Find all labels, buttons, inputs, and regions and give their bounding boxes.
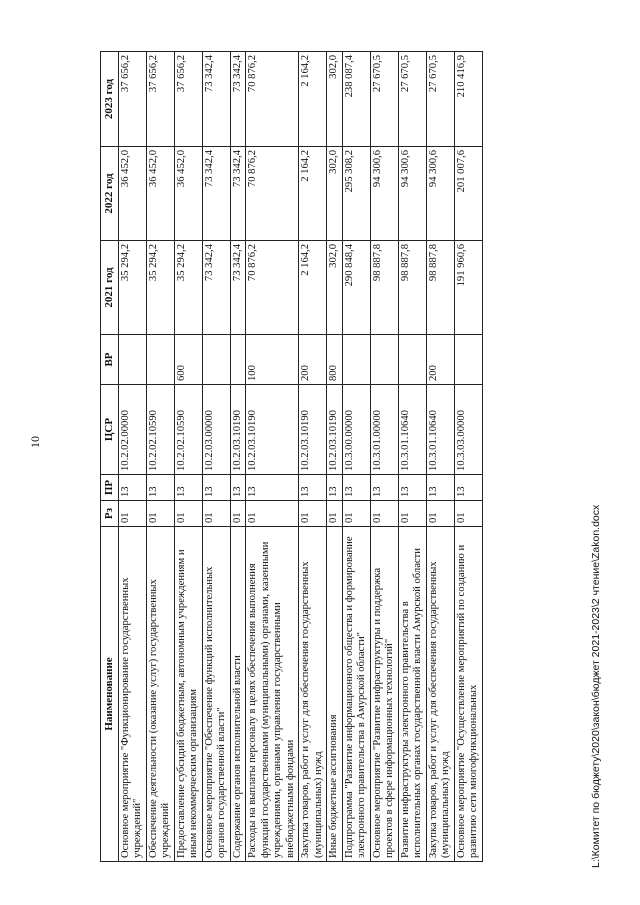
header-name: Наименование xyxy=(101,527,119,862)
cell-pr: 13 xyxy=(398,475,426,501)
cell-name: Закупка товаров, работ и услуг для обеспечения государственных (муниципальных) нужд xyxy=(426,527,454,862)
cell-pr: 13 xyxy=(174,475,202,501)
cell-pr: 13 xyxy=(118,475,146,501)
cell-2022: 73 342,4 xyxy=(202,147,230,241)
cell-name: Содержание органов исполнительной власти xyxy=(230,527,246,862)
cell-2022: 73 342,4 xyxy=(230,147,246,241)
cell-vr xyxy=(230,335,246,385)
cell-vr: 800 xyxy=(327,335,343,385)
cell-2021: 98 887,8 xyxy=(370,241,398,335)
cell-rz: 01 xyxy=(398,501,426,527)
cell-2021: 73 342,4 xyxy=(230,241,246,335)
cell-csr: 10.2.02.10590 xyxy=(174,385,202,475)
table-row xyxy=(370,52,398,862)
cell-rz: 01 xyxy=(342,501,370,527)
cell-rz: 01 xyxy=(370,501,398,527)
cell-2022: 201 007,6 xyxy=(454,147,482,241)
table-row xyxy=(327,52,343,862)
cell-rz: 01 xyxy=(230,501,246,527)
header-csr: ЦСР xyxy=(101,385,119,475)
page-number: 10 xyxy=(28,436,42,448)
cell-2022: 36 452,0 xyxy=(146,147,174,241)
cell-name: Подпрограмма "Развитие информационного общества и формирование электронного правительства в Амурской области" xyxy=(342,527,370,862)
cell-rz: 01 xyxy=(118,501,146,527)
table-row xyxy=(246,52,299,862)
cell-2023: 73 342,4 xyxy=(230,52,246,147)
cell-2021: 2 164,2 xyxy=(299,241,327,335)
rotated-page-content xyxy=(100,52,576,862)
cell-rz: 01 xyxy=(202,501,230,527)
cell-rz: 01 xyxy=(146,501,174,527)
cell-2023: 37 656,2 xyxy=(118,52,146,147)
cell-2023: 73 342,4 xyxy=(202,52,230,147)
cell-2022: 94 300,6 xyxy=(426,147,454,241)
cell-pr: 13 xyxy=(454,475,482,501)
table-row xyxy=(174,52,202,862)
budget-table xyxy=(100,51,483,862)
cell-2022: 36 452,0 xyxy=(174,147,202,241)
cell-name: Основное мероприятие "Функционирование государственных учреждений" xyxy=(118,527,146,862)
cell-pr: 13 xyxy=(370,475,398,501)
cell-name: Иные бюджетные ассигнования xyxy=(327,527,343,862)
table-row xyxy=(299,52,327,862)
table-row xyxy=(230,52,246,862)
cell-vr xyxy=(118,335,146,385)
cell-csr: 10.2.03.10190 xyxy=(327,385,343,475)
cell-name: Основное мероприятие "Развитие инфраструктуры и поддержка проектов в сфере информационных технологий" xyxy=(370,527,398,862)
cell-name: Основное мероприятие "Обеспечение функций исполнительных органов государственной власти" xyxy=(202,527,230,862)
cell-2023: 37 656,2 xyxy=(174,52,202,147)
cell-csr: 10.2.03.10190 xyxy=(246,385,299,475)
cell-2023: 2 164,2 xyxy=(299,52,327,147)
cell-2022: 2 164,2 xyxy=(299,147,327,241)
cell-2021: 98 887,8 xyxy=(398,241,426,335)
header-2021: 2021 год xyxy=(101,241,119,335)
cell-vr: 200 xyxy=(426,335,454,385)
table-row xyxy=(146,52,174,862)
cell-2021: 35 294,2 xyxy=(174,241,202,335)
cell-2023: 302,0 xyxy=(327,52,343,147)
cell-2023: 37 656,2 xyxy=(146,52,174,147)
cell-vr xyxy=(146,335,174,385)
cell-2022: 302,0 xyxy=(327,147,343,241)
table-header-row xyxy=(101,52,119,862)
table-row xyxy=(454,52,482,862)
cell-2021: 290 848,4 xyxy=(342,241,370,335)
cell-vr xyxy=(202,335,230,385)
table-row xyxy=(398,52,426,862)
cell-pr: 13 xyxy=(246,475,299,501)
cell-csr: 10.2.03.00000 xyxy=(202,385,230,475)
cell-vr xyxy=(454,335,482,385)
cell-rz: 01 xyxy=(299,501,327,527)
cell-rz: 01 xyxy=(454,501,482,527)
cell-2021: 35 294,2 xyxy=(118,241,146,335)
cell-rz: 01 xyxy=(246,501,299,527)
cell-csr: 10.3.01.00000 xyxy=(370,385,398,475)
cell-2023: 210 416,9 xyxy=(454,52,482,147)
cell-2023: 70 876,2 xyxy=(246,52,299,147)
cell-2021: 35 294,2 xyxy=(146,241,174,335)
cell-2023: 238 087,4 xyxy=(342,52,370,147)
cell-2022: 94 300,6 xyxy=(370,147,398,241)
cell-vr: 600 xyxy=(174,335,202,385)
cell-name: Предоставление субсидий бюджетным, автономным учреждениям и иным некоммерческим организациям xyxy=(174,527,202,862)
header-pr: ПР xyxy=(101,475,119,501)
cell-name: Расходы на выплаты персоналу в целях обеспечения выполнения функций государственными (муниципальными) органами, казенными учреждениями, органами управления государственными внебюджетными фондами xyxy=(246,527,299,862)
cell-pr: 13 xyxy=(230,475,246,501)
header-rz: Рз xyxy=(101,501,119,527)
cell-vr: 100 xyxy=(246,335,299,385)
cell-2022: 36 452,0 xyxy=(118,147,146,241)
cell-csr: 10.3.01.10640 xyxy=(426,385,454,475)
cell-pr: 13 xyxy=(202,475,230,501)
header-2022: 2022 год xyxy=(101,147,119,241)
cell-vr xyxy=(370,335,398,385)
cell-vr xyxy=(342,335,370,385)
cell-2023: 27 670,5 xyxy=(426,52,454,147)
cell-csr: 10.3.01.10640 xyxy=(398,385,426,475)
cell-name: Закупка товаров, работ и услуг для обеспечения государственных (муниципальных) нужд xyxy=(299,527,327,862)
header-2023: 2023 год xyxy=(101,52,119,147)
cell-2021: 191 960,6 xyxy=(454,241,482,335)
cell-2021: 73 342,4 xyxy=(202,241,230,335)
cell-2021: 302,0 xyxy=(327,241,343,335)
cell-pr: 13 xyxy=(342,475,370,501)
cell-pr: 13 xyxy=(426,475,454,501)
cell-rz: 01 xyxy=(426,501,454,527)
cell-vr xyxy=(398,335,426,385)
table-row xyxy=(202,52,230,862)
footer-file-path: L:\Комитет по бюджету\2020\закон\бюджет 2021-2023\2 чтение\Zakon.docx xyxy=(590,504,602,868)
cell-csr: 10.2.03.10190 xyxy=(299,385,327,475)
cell-2023: 27 670,5 xyxy=(370,52,398,147)
cell-name: Развитие инфраструктуры электронного правительства в исполнительных органах государственной власти Амурской области xyxy=(398,527,426,862)
cell-rz: 01 xyxy=(327,501,343,527)
cell-2022: 295 308,2 xyxy=(342,147,370,241)
header-vr: ВР xyxy=(101,335,119,385)
cell-vr: 200 xyxy=(299,335,327,385)
cell-csr: 10.2.03.10190 xyxy=(230,385,246,475)
cell-csr: 10.3.00.00000 xyxy=(342,385,370,475)
cell-pr: 13 xyxy=(146,475,174,501)
cell-2021: 70 876,2 xyxy=(246,241,299,335)
cell-pr: 13 xyxy=(327,475,343,501)
table-row xyxy=(342,52,370,862)
cell-name: Основное мероприятие "Осуществление мероприятий по созданию и развитию сети многофункциональных xyxy=(454,527,482,862)
cell-2022: 70 876,2 xyxy=(246,147,299,241)
table-row xyxy=(118,52,146,862)
table-body xyxy=(118,52,482,862)
cell-2023: 27 670,5 xyxy=(398,52,426,147)
cell-csr: 10.3.03.00000 xyxy=(454,385,482,475)
cell-2021: 98 887,8 xyxy=(426,241,454,335)
table-row xyxy=(426,52,454,862)
cell-csr: 10.2.02.10590 xyxy=(146,385,174,475)
cell-name: Обеспечение деятельности (оказание услуг) государственных учреждений xyxy=(146,527,174,862)
cell-2022: 94 300,6 xyxy=(398,147,426,241)
cell-csr: 10.2.02.00000 xyxy=(118,385,146,475)
cell-rz: 01 xyxy=(174,501,202,527)
cell-pr: 13 xyxy=(299,475,327,501)
